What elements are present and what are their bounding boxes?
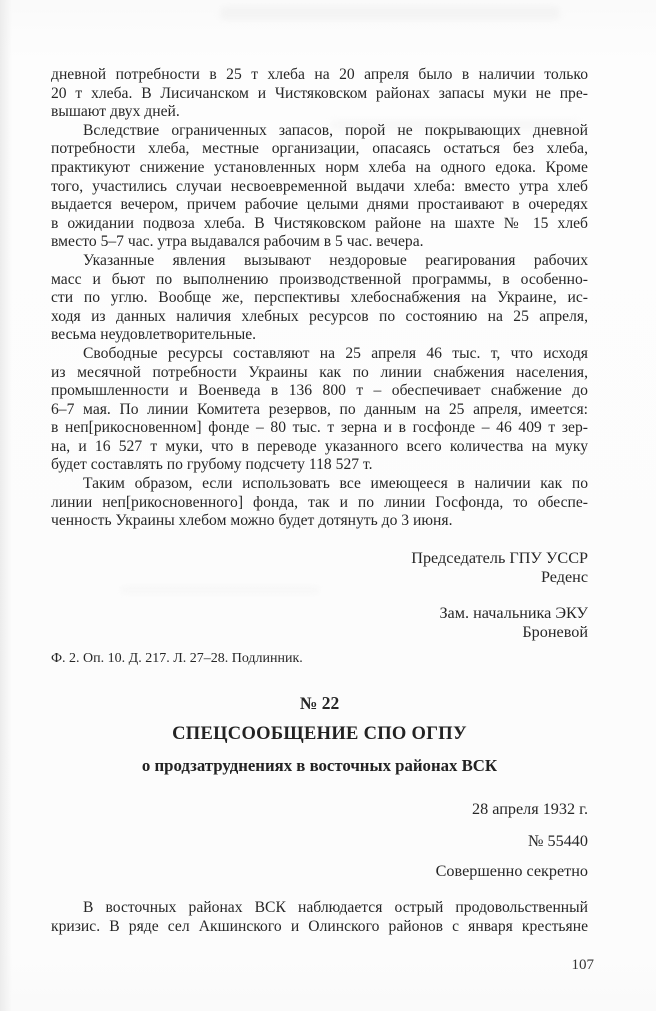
text-line: Вследствие ограниченных запасов, порой не покрывающих дневной — [83, 121, 588, 139]
paragraph — [51, 345, 588, 475]
text-line: практикуют снижение установленных норм хлеба на одного едока. Кроме — [51, 158, 588, 176]
text-line: ходя из данных наличия хлебных ресурсов по состоянию на 25 апреля, — [51, 307, 588, 325]
document-title: СПЕЦСООБЩЕНИЕ СПО ОГПУ — [172, 724, 467, 744]
paragraph — [51, 899, 588, 936]
classification-stamp: Совершенно секретно — [435, 862, 588, 880]
text-line: Указанные явления вызывают нездоровые реагирования рабочих — [83, 251, 588, 269]
scan-smudge — [120, 585, 320, 595]
text-line: выдается вечером, причем рабочие целыми днями простаивают в очередях — [51, 196, 588, 214]
document-number: № 22 — [299, 693, 340, 713]
document-body-text — [51, 66, 588, 531]
text-line: Свободные ресурсы составляют на 25 апреля 46 тыс. т, что исходя — [83, 344, 588, 362]
archive-reference: Ф. 2. Оп. 10. Д. 217. Л. 27–28. Подлинник. — [51, 651, 303, 666]
paragraph — [51, 252, 588, 345]
scan-smudge — [220, 6, 560, 20]
signature-name: Броневой — [522, 622, 588, 641]
paragraph — [51, 475, 588, 531]
paragraph — [51, 122, 588, 252]
document-date: 28 апреля 1932 г. — [472, 800, 588, 818]
text-line: 6–7 мая. По линии Комитета резервов, по данным на 25 апреля, имеется: — [51, 400, 588, 418]
document-subtitle: о продзатруднениях в восточных районах ВСК — [141, 756, 498, 775]
text-line: весьма неудовлетворительные. — [51, 326, 257, 344]
paragraph — [51, 66, 588, 122]
scan-gutter-shadow — [0, 0, 12, 1011]
text-line: 20 т хлеба. В Лисичанском и Чистяковском районах запасы муки не пре- — [51, 84, 588, 102]
text-line: ченность Украины хлебом можно будет дотянуть до 3 июня. — [51, 512, 453, 530]
text-line: того, участились случаи несвоевременной выдачи хлеба: вместо утра хлеб — [51, 177, 588, 195]
text-line: В восточных районах ВСК наблюдается острый продовольственный — [83, 899, 588, 916]
text-line: линии неп[рикосновенного] фонда, так и по линии Госфонда, то обеспе- — [51, 493, 588, 511]
page-number: 107 — [571, 957, 594, 973]
text-line: вместо 5–7 час. утра выдавался рабочим в 5 час. вечера. — [51, 233, 424, 251]
text-line: будет составлять по грубому подсчету 118 527 т. — [51, 456, 373, 474]
text-line: вышают двух дней. — [51, 103, 180, 121]
text-line: Таким образом, если использовать все имеющееся в наличии как по — [83, 475, 588, 493]
signature-title: Зам. начальника ЭКУ — [439, 603, 588, 622]
text-line: в неп[рикосновенном] фонде – 80 тыс. т зерна и в госфонде – 46 409 т зер- — [51, 419, 588, 437]
signature-name: Реденс — [540, 568, 588, 587]
document-body-text — [51, 899, 588, 936]
text-line: на, и 16 527 т муки, что в переводе указанного всего количества на муку — [51, 437, 588, 455]
text-line: промышленности и Военведа в 136 800 т – обеспечивает снабжение до — [51, 382, 588, 400]
signature-block — [411, 549, 588, 642]
text-line: потребности хлеба, местные организации, опасаясь остаться без хлеба, — [51, 140, 588, 158]
signature-chairman — [411, 549, 588, 588]
text-line: кризис. В ряде сел Акшинского и Олинского районов с января крестьяне — [51, 917, 588, 935]
text-line: дневной потребности в 25 т хлеба на 20 апреля было в наличии только — [51, 66, 588, 83]
text-line: сти по углю. Вообще же, перспективы хлебоснабжения на Украине, ис- — [51, 289, 588, 307]
text-line: масс и бьют по выполнению производственной программы, в особенно- — [51, 270, 588, 288]
signature-deputy-head — [411, 604, 588, 643]
text-line: в ожидании подвоза хлеба. В Чистяковском районе на шахте № 15 хлеб — [51, 214, 588, 232]
text-line: из месячной потребности Украины как по линии снабжения населения, — [51, 363, 588, 381]
signature-title: Председатель ГПУ УССР — [411, 549, 588, 567]
document-ref-number: № 55440 — [528, 832, 588, 850]
